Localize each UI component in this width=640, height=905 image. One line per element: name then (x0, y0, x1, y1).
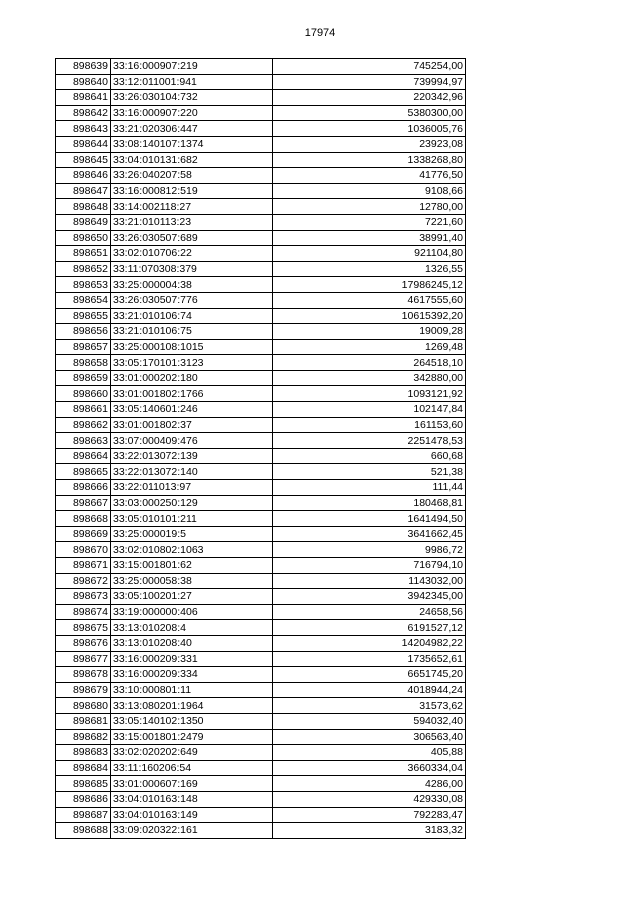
cadastral-number-cell: 33:05:170101:3123 (111, 355, 273, 371)
cadastral-number-cell: 33:11:070308:379 (111, 261, 273, 277)
table-row (56, 386, 466, 402)
value-cell: 1338268,80 (273, 152, 466, 168)
value-cell: 5380300,00 (273, 105, 466, 121)
value-cell: 306563,40 (273, 729, 466, 745)
cadastral-number-cell: 33:01:000607:169 (111, 776, 273, 792)
value-cell: 1143032,00 (273, 573, 466, 589)
row-id-cell: 898664 (56, 448, 111, 464)
table-row (56, 526, 466, 542)
row-id-cell: 898669 (56, 526, 111, 542)
row-id-cell: 898640 (56, 74, 111, 90)
row-id-cell: 898642 (56, 105, 111, 121)
value-cell: 41776,50 (273, 168, 466, 184)
table-row (56, 620, 466, 636)
row-id-cell: 898678 (56, 667, 111, 683)
table-row (56, 635, 466, 651)
table-row (56, 277, 466, 293)
row-id-cell: 898645 (56, 152, 111, 168)
row-id-cell: 898644 (56, 136, 111, 152)
value-cell: 24658,56 (273, 604, 466, 620)
cadastral-number-cell: 33:25:000058:38 (111, 573, 273, 589)
value-cell: 1036005,76 (273, 121, 466, 137)
cadastral-number-cell: 33:09:020322:161 (111, 823, 273, 839)
value-cell: 31573,62 (273, 698, 466, 714)
row-id-cell: 898685 (56, 776, 111, 792)
value-cell: 1735652,61 (273, 651, 466, 667)
row-id-cell: 898679 (56, 682, 111, 698)
table-row (56, 604, 466, 620)
cadastral-number-cell: 33:19:000000:406 (111, 604, 273, 620)
cadastral-number-cell: 33:14:002118:27 (111, 199, 273, 215)
cadastral-number-cell: 33:02:020202:649 (111, 745, 273, 761)
cadastral-number-cell: 33:02:010706:22 (111, 246, 273, 262)
cadastral-number-cell: 33:26:040207:58 (111, 168, 273, 184)
table-row (56, 495, 466, 511)
data-table (55, 58, 466, 839)
row-id-cell: 898648 (56, 199, 111, 215)
table-row (56, 713, 466, 729)
cadastral-number-cell: 33:16:000209:331 (111, 651, 273, 667)
value-cell: 220342,96 (273, 90, 466, 106)
value-cell: 6191527,12 (273, 620, 466, 636)
cadastral-number-cell: 33:16:000812:519 (111, 183, 273, 199)
cadastral-number-cell: 33:15:001801:62 (111, 558, 273, 574)
row-id-cell: 898672 (56, 573, 111, 589)
cadastral-number-cell: 33:13:010208:40 (111, 635, 273, 651)
row-id-cell: 898650 (56, 230, 111, 246)
table-row (56, 417, 466, 433)
cadastral-number-cell: 33:05:010101:211 (111, 511, 273, 527)
table-row (56, 292, 466, 308)
value-cell: 23923,08 (273, 136, 466, 152)
table-body (56, 59, 466, 839)
row-id-cell: 898681 (56, 713, 111, 729)
value-cell: 792283,47 (273, 807, 466, 823)
value-cell: 2251478,53 (273, 433, 466, 449)
cadastral-number-cell: 33:11:160206:54 (111, 760, 273, 776)
row-id-cell: 898671 (56, 558, 111, 574)
page-number: 17974 (304, 27, 336, 39)
value-cell: 3942345,00 (273, 589, 466, 605)
cadastral-number-cell: 33:05:140102:1350 (111, 713, 273, 729)
value-cell: 1326,55 (273, 261, 466, 277)
table-row (56, 573, 466, 589)
value-cell: 4617555,60 (273, 292, 466, 308)
value-cell: 594032,40 (273, 713, 466, 729)
cadastral-number-cell: 33:04:010163:149 (111, 807, 273, 823)
row-id-cell: 898666 (56, 480, 111, 496)
value-cell: 716794,10 (273, 558, 466, 574)
row-id-cell: 898670 (56, 542, 111, 558)
cadastral-number-cell: 33:05:140601:246 (111, 402, 273, 418)
cadastral-number-cell: 33:22:013072:140 (111, 464, 273, 480)
row-id-cell: 898659 (56, 370, 111, 386)
row-id-cell: 898643 (56, 121, 111, 137)
row-id-cell: 898661 (56, 402, 111, 418)
table-row (56, 152, 466, 168)
row-id-cell: 898683 (56, 745, 111, 761)
table-row (56, 682, 466, 698)
row-id-cell: 898649 (56, 214, 111, 230)
value-cell: 739994,97 (273, 74, 466, 90)
table-row (56, 246, 466, 262)
cadastral-number-cell: 33:21:010113:23 (111, 214, 273, 230)
cadastral-number-cell: 33:07:000409:476 (111, 433, 273, 449)
row-id-cell: 898639 (56, 59, 111, 75)
table-row (56, 667, 466, 683)
row-id-cell: 898646 (56, 168, 111, 184)
table-row (56, 355, 466, 371)
value-cell: 4286,00 (273, 776, 466, 792)
table-row (56, 74, 466, 90)
row-id-cell: 898682 (56, 729, 111, 745)
row-id-cell: 898651 (56, 246, 111, 262)
cadastral-number-cell: 33:12:011001:941 (111, 74, 273, 90)
cadastral-number-cell: 33:13:010208:4 (111, 620, 273, 636)
table-row (56, 542, 466, 558)
cadastral-number-cell: 33:25:000108:1015 (111, 339, 273, 355)
value-cell: 9986,72 (273, 542, 466, 558)
value-cell: 14204982,22 (273, 635, 466, 651)
cadastral-number-cell: 33:21:020306:447 (111, 121, 273, 137)
row-id-cell: 898686 (56, 791, 111, 807)
row-id-cell: 898668 (56, 511, 111, 527)
cadastral-number-cell: 33:26:030104:732 (111, 90, 273, 106)
row-id-cell: 898675 (56, 620, 111, 636)
row-id-cell: 898673 (56, 589, 111, 605)
table-row (56, 511, 466, 527)
row-id-cell: 898657 (56, 339, 111, 355)
table-row (56, 230, 466, 246)
value-cell: 660,68 (273, 448, 466, 464)
cadastral-number-cell: 33:15:001801:2479 (111, 729, 273, 745)
value-cell: 7221,60 (273, 214, 466, 230)
value-cell: 3641662,45 (273, 526, 466, 542)
table-row (56, 121, 466, 137)
cadastral-number-cell: 33:16:000209:334 (111, 667, 273, 683)
value-cell: 521,38 (273, 464, 466, 480)
table-row (56, 464, 466, 480)
cadastral-number-cell: 33:22:011013:97 (111, 480, 273, 496)
cadastral-number-cell: 33:26:030507:689 (111, 230, 273, 246)
value-cell: 9108,66 (273, 183, 466, 199)
cadastral-number-cell: 33:25:000019:5 (111, 526, 273, 542)
value-cell: 1641494,50 (273, 511, 466, 527)
value-cell: 429330,08 (273, 791, 466, 807)
value-cell: 264518,10 (273, 355, 466, 371)
table-row (56, 105, 466, 121)
cadastral-number-cell: 33:25:000004:38 (111, 277, 273, 293)
table-row (56, 807, 466, 823)
value-cell: 1093121,92 (273, 386, 466, 402)
cadastral-number-cell: 33:04:010131:682 (111, 152, 273, 168)
table-row (56, 823, 466, 839)
table-row (56, 433, 466, 449)
cadastral-number-cell: 33:16:000907:220 (111, 105, 273, 121)
cadastral-number-cell: 33:04:010163:148 (111, 791, 273, 807)
row-id-cell: 898674 (56, 604, 111, 620)
value-cell: 342880,00 (273, 370, 466, 386)
table-row (56, 558, 466, 574)
row-id-cell: 898665 (56, 464, 111, 480)
row-id-cell: 898655 (56, 308, 111, 324)
value-cell: 38991,40 (273, 230, 466, 246)
row-id-cell: 898667 (56, 495, 111, 511)
table-row (56, 168, 466, 184)
cadastral-number-cell: 33:01:001802:37 (111, 417, 273, 433)
value-cell: 405,88 (273, 745, 466, 761)
row-id-cell: 898688 (56, 823, 111, 839)
table-row (56, 791, 466, 807)
value-cell: 6651745,20 (273, 667, 466, 683)
table-row (56, 90, 466, 106)
row-id-cell: 898676 (56, 635, 111, 651)
table-row (56, 59, 466, 75)
row-id-cell: 898663 (56, 433, 111, 449)
cadastral-number-cell: 33:05:100201:27 (111, 589, 273, 605)
table-row (56, 308, 466, 324)
row-id-cell: 898684 (56, 760, 111, 776)
row-id-cell: 898653 (56, 277, 111, 293)
row-id-cell: 898654 (56, 292, 111, 308)
value-cell: 161153,60 (273, 417, 466, 433)
table-row (56, 261, 466, 277)
table-row (56, 339, 466, 355)
cadastral-number-cell: 33:13:080201:1964 (111, 698, 273, 714)
value-cell: 102147,84 (273, 402, 466, 418)
cadastral-number-cell: 33:22:013072:139 (111, 448, 273, 464)
row-id-cell: 898652 (56, 261, 111, 277)
table-row (56, 480, 466, 496)
value-cell: 1269,48 (273, 339, 466, 355)
row-id-cell: 898656 (56, 324, 111, 340)
row-id-cell: 898641 (56, 90, 111, 106)
value-cell: 10615392,20 (273, 308, 466, 324)
cadastral-number-cell: 33:02:010802:1063 (111, 542, 273, 558)
value-cell: 745254,00 (273, 59, 466, 75)
table-row (56, 136, 466, 152)
value-cell: 17986245,12 (273, 277, 466, 293)
value-cell: 4018944,24 (273, 682, 466, 698)
row-id-cell: 898660 (56, 386, 111, 402)
row-id-cell: 898647 (56, 183, 111, 199)
table-row (56, 402, 466, 418)
table-row (56, 199, 466, 215)
cadastral-number-cell: 33:03:000250:129 (111, 495, 273, 511)
value-cell: 180468,81 (273, 495, 466, 511)
table-row (56, 589, 466, 605)
table-row (56, 324, 466, 340)
row-id-cell: 898680 (56, 698, 111, 714)
table-row (56, 370, 466, 386)
cadastral-number-cell: 33:26:030507:776 (111, 292, 273, 308)
table-row (56, 448, 466, 464)
value-cell: 12780,00 (273, 199, 466, 215)
value-cell: 19009,28 (273, 324, 466, 340)
row-id-cell: 898658 (56, 355, 111, 371)
table-row (56, 776, 466, 792)
cadastral-number-cell: 33:01:001802:1766 (111, 386, 273, 402)
row-id-cell: 898677 (56, 651, 111, 667)
table-row (56, 760, 466, 776)
cadastral-number-cell: 33:08:140107:1374 (111, 136, 273, 152)
row-id-cell: 898687 (56, 807, 111, 823)
cadastral-number-cell: 33:16:000907:219 (111, 59, 273, 75)
table-row (56, 183, 466, 199)
value-cell: 111,44 (273, 480, 466, 496)
cadastral-number-cell: 33:21:010106:74 (111, 308, 273, 324)
value-cell: 921104,80 (273, 246, 466, 262)
value-cell: 3183,32 (273, 823, 466, 839)
table-row (56, 651, 466, 667)
table-row (56, 745, 466, 761)
cadastral-number-cell: 33:10:000801:11 (111, 682, 273, 698)
row-id-cell: 898662 (56, 417, 111, 433)
table-row (56, 698, 466, 714)
table-row (56, 214, 466, 230)
cadastral-number-cell: 33:01:000202:180 (111, 370, 273, 386)
cadastral-number-cell: 33:21:010106:75 (111, 324, 273, 340)
value-cell: 3660334,04 (273, 760, 466, 776)
table-row (56, 729, 466, 745)
